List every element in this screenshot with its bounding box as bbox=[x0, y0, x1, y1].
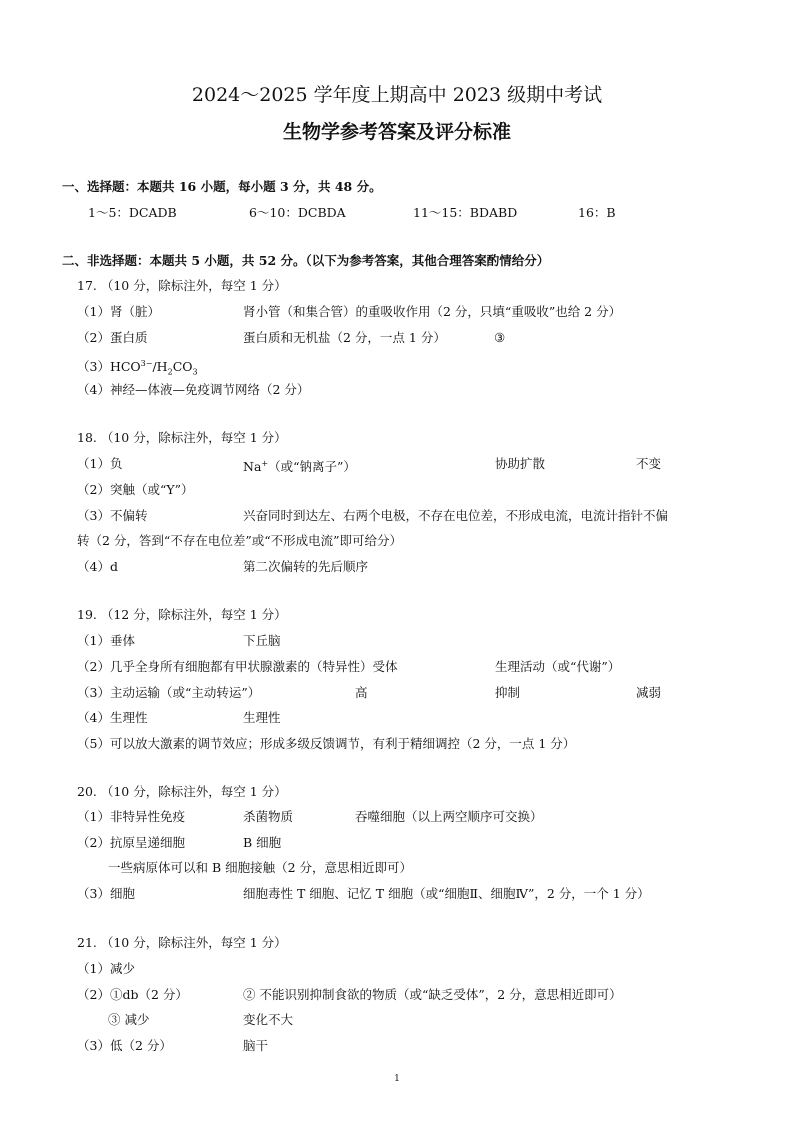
q21-2-answer-c: ③ 减少 bbox=[108, 1012, 150, 1027]
mc-answers-11-15: 11～15：BDABD bbox=[413, 205, 518, 220]
q20-1-answer-b: 杀菌物质 bbox=[243, 809, 294, 824]
q17-2-answer-b: 蛋白质和无机盐（2 分，一点 1 分） bbox=[243, 330, 446, 345]
mc-answers-6-10: 6～10：DCBDA bbox=[249, 205, 346, 220]
q19-2-answer-a: （2）几乎全身所有细胞都有甲状腺激素的（特异性）受体 bbox=[77, 659, 398, 674]
q18-1-answer-a: （1）负 bbox=[77, 456, 123, 471]
q19-3-answer-d: 减弱 bbox=[636, 685, 662, 700]
q20-header: 20. （10 分，除标注外，每空 1 分） bbox=[77, 784, 287, 799]
q19-4-answer-b: 生理性 bbox=[243, 710, 281, 725]
q19-header: 19. （12 分，除标注外，每空 1 分） bbox=[77, 607, 287, 622]
q21-2-answer-b: ② 不能识别抑制食欲的物质（或“缺乏受体”，2 分，意思相近即可） bbox=[243, 987, 622, 1002]
q17-1-answer-a: （1）肾（脏） bbox=[77, 304, 160, 319]
q18-3-answer-a: （3）不偏转 bbox=[77, 508, 148, 523]
q21-2-answer-d: 变化不大 bbox=[243, 1012, 294, 1027]
q17-1-answer-b: 肾小管（和集合管）的重吸收作用（2 分，只填“重吸收”也给 2 分） bbox=[243, 304, 622, 319]
q19-3-answer-a: （3）主动运输（或“主动转运”） bbox=[77, 685, 261, 700]
q20-1-answer-c: 吞噬细胞（以上两空顺序可交换） bbox=[355, 809, 543, 824]
q21-2-answer-a: （2）①db（2 分） bbox=[77, 987, 188, 1002]
q17-2-answer-a: （2）蛋白质 bbox=[77, 330, 148, 345]
q21-1-answer: （1）减少 bbox=[77, 961, 135, 976]
q18-4-answer-a: （4）d bbox=[77, 559, 118, 574]
q18-4-answer-b: 第二次偏转的先后顺序 bbox=[243, 559, 369, 574]
q20-2-answer-a: （2）抗原呈递细胞 bbox=[77, 835, 185, 850]
title-line-1: 2024～2025 学年度上期高中 2023 级期中考试 bbox=[191, 84, 603, 106]
q19-1-answer-b: 下丘脑 bbox=[243, 633, 281, 648]
mc-answers-16: 16：B bbox=[578, 205, 616, 220]
q19-3-answer-c: 抑制 bbox=[495, 685, 521, 700]
q18-1-answer-b: Na+（或“钠离子”） bbox=[243, 459, 356, 475]
q18-3-answer-c: 转（2 分，答到“不存在电位差”或“不形成电流”即可给分） bbox=[77, 533, 402, 548]
q20-3-answer-a: （3）细胞 bbox=[77, 886, 135, 901]
q19-4-answer-a: （4）生理性 bbox=[77, 710, 148, 725]
q19-5-answer: （5）可以放大激素的调节效应；形成多级反馈调节，有利于精细调控（2 分，一点 1 分） bbox=[77, 736, 576, 751]
q19-1-answer-a: （1）垂体 bbox=[77, 633, 135, 648]
q21-3-answer-a: （3）低（2 分） bbox=[77, 1038, 172, 1053]
section-1-header: 一、选择题：本题共 16 小题，每小题 3 分，共 48 分。 bbox=[62, 179, 382, 194]
q20-1-answer-a: （1）非特异性免疫 bbox=[77, 809, 185, 824]
q18-2-answer: （2）突触（或“Y”） bbox=[77, 482, 194, 497]
title-line-2: 生物学参考答案及评分标准 bbox=[282, 121, 511, 143]
q17-header: 17. （10 分，除标注外，每空 1 分） bbox=[77, 278, 287, 293]
q19-3-answer-b: 高 bbox=[355, 685, 368, 700]
q20-2-answer-b: B 细胞 bbox=[243, 835, 282, 850]
q18-1-answer-d: 不变 bbox=[636, 456, 662, 471]
mc-answers-1-5: 1～5：DCADB bbox=[88, 205, 177, 220]
q21-3-answer-b: 脑干 bbox=[243, 1038, 269, 1053]
q21-header: 21. （10 分，除标注外，每空 1 分） bbox=[77, 935, 287, 950]
q17-3-answer: $(3)HCO^{3-}/H_2CO_3$ bbox=[77, 359, 198, 377]
q18-1-answer-c: 协助扩散 bbox=[495, 456, 546, 471]
page-number: 1 bbox=[394, 1074, 400, 1084]
q18-3-answer-b: 兴奋同时到达左、右两个电极，不存在电位差，不形成电流，电流计指针不偏 bbox=[243, 508, 669, 523]
q17-4-answer: （4）神经—体液—免疫调节网络（2 分） bbox=[77, 382, 310, 397]
q17-2-answer-c: ③ bbox=[494, 330, 506, 345]
section-2-header: 二、非选择题：本题共 5 小题，共 52 分。（以下为参考答案，其他合理答案酌情给分） bbox=[62, 253, 550, 268]
q18-header: 18. （10 分，除标注外，每空 1 分） bbox=[77, 430, 287, 445]
q19-2-answer-b: 生理活动（或“代谢”） bbox=[495, 659, 621, 674]
q20-2-answer-c: 一些病原体可以和 B 细胞接触（2 分，意思相近即可） bbox=[108, 860, 413, 875]
q20-3-answer-b: 细胞毒性 T 细胞、记忆 T 细胞（或“细胞Ⅱ、细胞Ⅳ”，2 分，一个 1 分） bbox=[243, 886, 650, 901]
